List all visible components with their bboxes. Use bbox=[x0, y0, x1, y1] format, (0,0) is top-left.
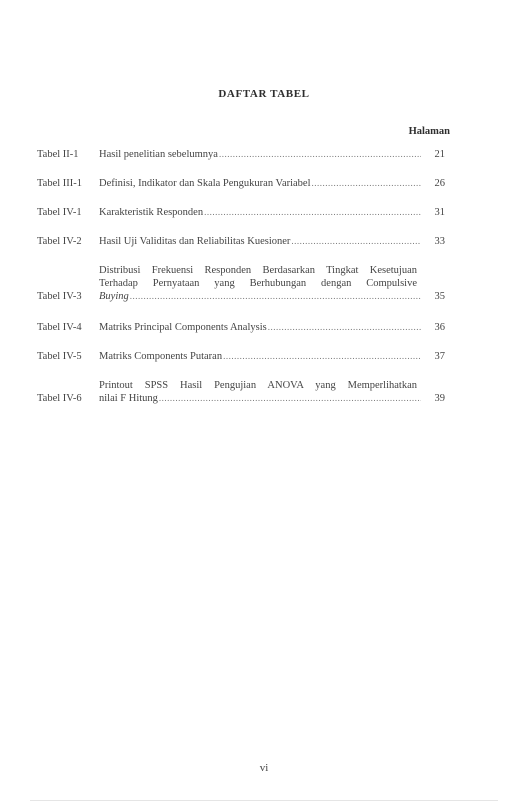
page-reference: 39 bbox=[434, 393, 445, 404]
toc-entry bbox=[37, 379, 445, 405]
page-number: vi bbox=[259, 762, 269, 774]
dot-leader bbox=[268, 321, 421, 334]
table-list bbox=[37, 148, 445, 405]
dot-leader bbox=[312, 177, 421, 190]
caption-last-line bbox=[99, 177, 445, 190]
toc-entry bbox=[37, 206, 445, 219]
page-reference: 26 bbox=[434, 178, 445, 189]
toc-entry bbox=[37, 264, 445, 303]
dot-leader bbox=[159, 392, 421, 405]
caption-text: Hasil Uji Validitas dan Reliabilitas Kuesioner bbox=[99, 236, 291, 247]
caption-text: Matriks Components Putaran bbox=[99, 351, 223, 362]
table-caption bbox=[99, 235, 445, 248]
dot-leader bbox=[291, 235, 421, 248]
dot-leader bbox=[219, 148, 421, 161]
toc-entry bbox=[37, 350, 445, 363]
bottom-divider bbox=[30, 800, 498, 801]
page-reference: 31 bbox=[434, 207, 445, 218]
toc-entry bbox=[37, 321, 445, 334]
caption-line: Terhadap Pernyataan yang Berhubungan dengan Compulsive bbox=[99, 278, 417, 289]
table-caption bbox=[99, 321, 445, 334]
caption-text: Karakteristik Responden bbox=[99, 207, 204, 218]
page-column-header: Halaman bbox=[408, 126, 450, 137]
table-caption bbox=[99, 206, 445, 219]
caption-last-line bbox=[99, 392, 445, 405]
dot-leader bbox=[204, 206, 421, 219]
caption-text: Hasil penelitian sebelumnya bbox=[99, 149, 218, 160]
dot-leader bbox=[223, 350, 421, 363]
caption-italic-text: Buying bbox=[99, 291, 129, 302]
page-reference: 36 bbox=[434, 322, 445, 333]
table-code: Tabel IV-6 bbox=[37, 393, 82, 404]
table-code: Tabel II-1 bbox=[37, 149, 79, 160]
table-caption bbox=[99, 177, 445, 190]
table-code: Tabel IV-5 bbox=[37, 351, 82, 362]
table-code: Tabel IV-4 bbox=[37, 322, 82, 333]
table-caption bbox=[99, 264, 445, 303]
table-caption bbox=[99, 148, 445, 161]
caption-last-line bbox=[99, 148, 445, 161]
toc-entry bbox=[37, 148, 445, 161]
page-reference: 37 bbox=[434, 351, 445, 362]
dot-leader bbox=[130, 290, 421, 303]
page-reference: 33 bbox=[434, 236, 445, 247]
toc-entry bbox=[37, 177, 445, 190]
caption-line: Printout SPSS Hasil Pengujian ANOVA yang Memperlihatkan bbox=[99, 380, 417, 391]
table-code: Tabel IV-1 bbox=[37, 207, 82, 218]
caption-last-line bbox=[99, 321, 445, 334]
toc-entry bbox=[37, 235, 445, 248]
table-code: Tabel IV-3 bbox=[37, 291, 82, 302]
page-title: DAFTAR TABEL bbox=[218, 88, 310, 100]
table-caption bbox=[99, 350, 445, 363]
caption-text: Definisi, Indikator dan Skala Pengukuran Variabel bbox=[99, 178, 311, 189]
caption-last-line bbox=[99, 350, 445, 363]
table-code: Tabel IV-2 bbox=[37, 236, 82, 247]
table-caption bbox=[99, 379, 445, 405]
caption-last-line bbox=[99, 290, 445, 303]
page-reference: 21 bbox=[434, 149, 445, 160]
caption-line: Distribusi Frekuensi Responden Berdasarkan Tingkat Kesetujuan bbox=[99, 265, 417, 276]
caption-text: nilai F Hitung bbox=[99, 393, 158, 404]
caption-last-line bbox=[99, 206, 445, 219]
table-code: Tabel III-1 bbox=[37, 178, 83, 189]
caption-text: Matriks Principal Components Analysis bbox=[99, 322, 267, 333]
page-reference: 35 bbox=[434, 291, 445, 302]
caption-last-line bbox=[99, 235, 445, 248]
